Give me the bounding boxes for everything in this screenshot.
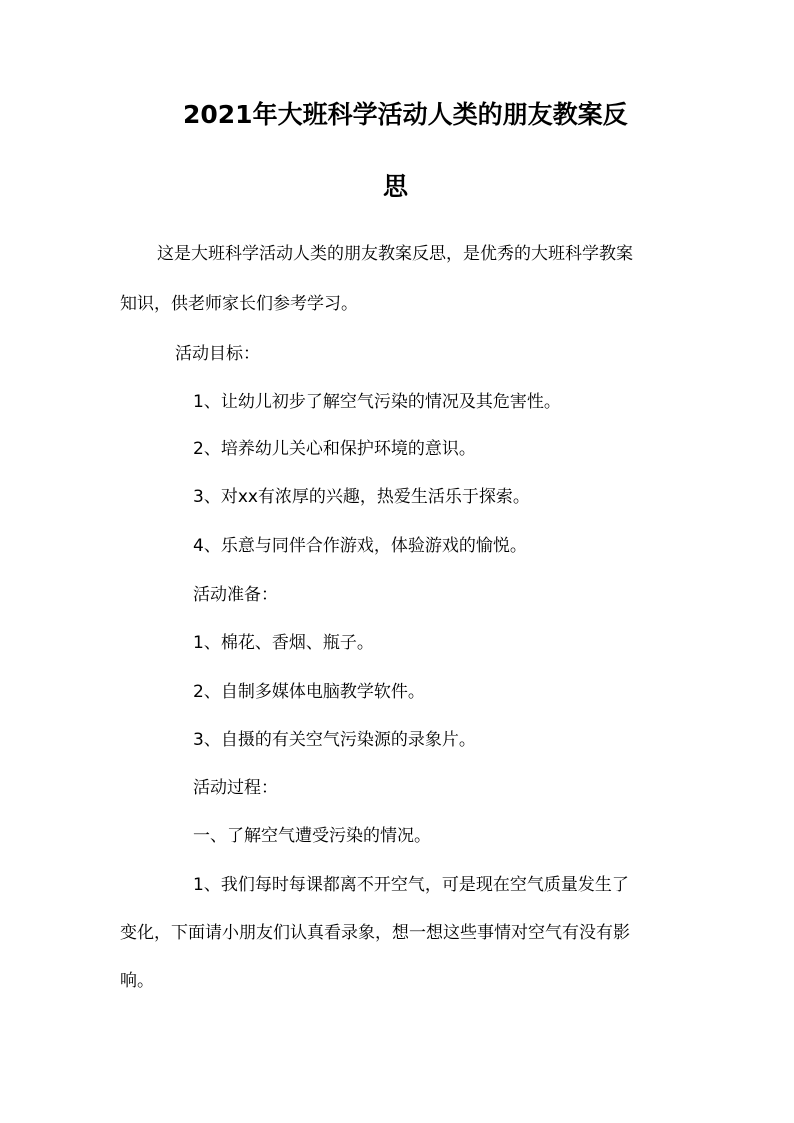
intro-line-1: 这是大班科学活动人类的朋友教案反思，是优秀的大班科学教案	[157, 244, 633, 264]
process-item-line-1: 1、我们每时每课都离不开空气，可是现在空气质量发生了	[193, 875, 629, 895]
goal-item: 2、培养幼儿关心和保护环境的意识。	[193, 439, 476, 459]
process-section-heading: 一、了解空气遭受污染的情况。	[193, 826, 431, 846]
process-heading: 活动过程：	[193, 778, 278, 798]
goal-item: 3、对xx有浓厚的兴趣，热爱生活乐于探索。	[193, 487, 530, 507]
process-item-line-3: 响。	[120, 971, 154, 991]
goal-item: 1、让幼儿初步了解空气污染的情况及其危害性。	[193, 392, 561, 412]
document-title-line-2: 思	[383, 172, 409, 201]
prep-heading: 活动准备：	[193, 585, 278, 605]
intro-line-2: 知识，供老师家长们参考学习。	[120, 294, 358, 314]
document-title-line-1: 2021年大班科学活动人类的朋友教案反	[183, 100, 628, 129]
prep-item: 2、自制多媒体电脑教学软件。	[193, 682, 425, 702]
process-item-line-2: 变化，下面请小朋友们认真看录象，想一想这些事情对空气有没有影	[120, 923, 630, 943]
goal-item: 4、乐意与同伴合作游戏，体验游戏的愉悦。	[193, 536, 527, 556]
goals-heading: 活动目标：	[175, 344, 260, 364]
prep-item: 3、自摄的有关空气污染源的录象片。	[193, 730, 476, 750]
prep-item: 1、棉花、香烟、瓶子。	[193, 633, 374, 653]
